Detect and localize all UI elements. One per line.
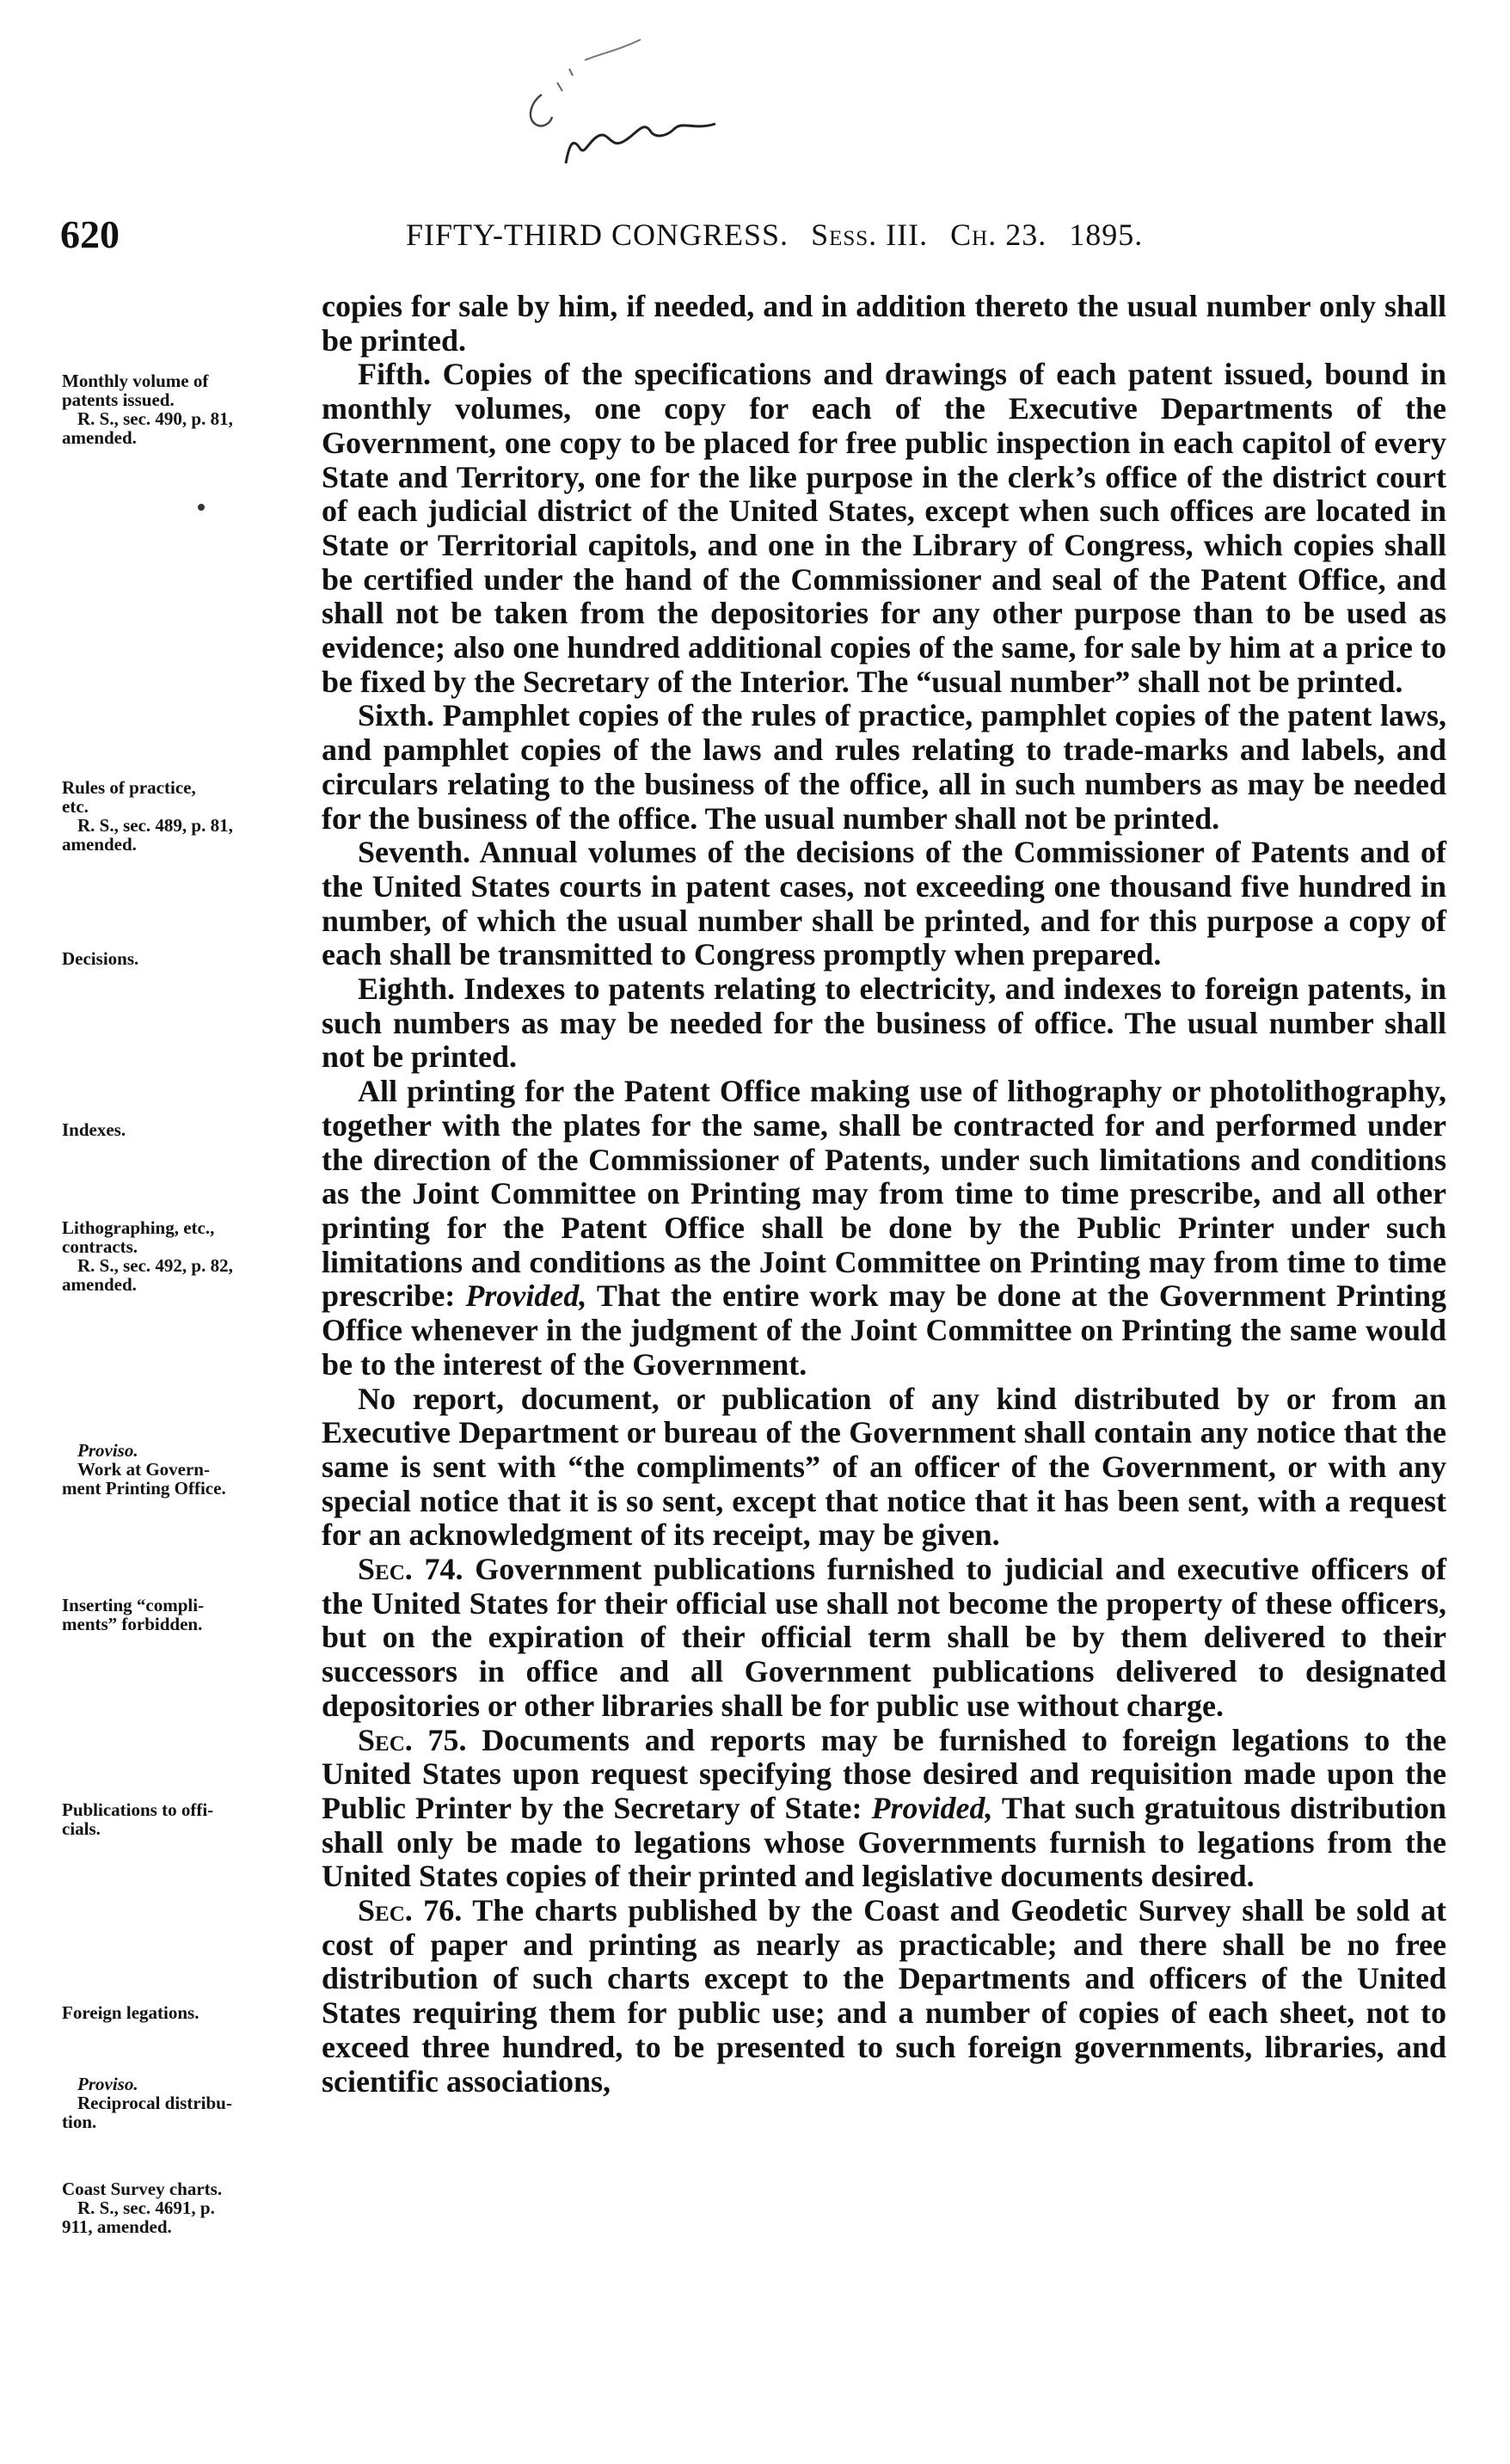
margin-note-lithographing: Lithographing, etc., contracts. R. S., sec. 492, p. 82, amended. — [62, 1217, 233, 1295]
paragraph-continuation: copies for sale by him, if needed, and in addition thereto the usual number only shall be printed. — [322, 289, 1446, 358]
chapter-label: Ch. 23. — [950, 218, 1047, 252]
page-number: 620 — [60, 212, 120, 256]
ink-dot — [198, 504, 205, 511]
margin-note-compliments-forbidden: Inserting “compli- ments” forbidden. — [62, 1595, 205, 1634]
paragraph-seventh: Seventh. Annual volumes of the decisions of the Commissioner of Patents and of the United States courts in patent cases, not exceeding one thousand five hundred in number, of which the usual number shall be printed, and for this purpose a copy of each shall be transmitted to Congress promptly when prepared. — [322, 835, 1446, 972]
congress-title: FIFTY-THIRD CONGRESS. — [406, 218, 789, 252]
paragraph-sec-74: Sec. 74. Government publications furnished to judicial and executive officers of the United States for their official use shall not become the property of these officers, but on the expiration of their official term shall be by them delivered to their successors in office and all Government publications delivered to designated depositories or other libraries shall be for public use without charge. — [322, 1552, 1446, 1723]
margin-note-monthly-volume: Monthly volume of patents issued. R. S., sec. 490, p. 81, amended. — [62, 371, 233, 448]
page-header — [60, 211, 1367, 263]
paragraph-fifth: Fifth. Copies of the specifications and drawings of each patent issued, bound in monthly volumes, one copy for each of the Executive Departments of the Government, one copy to be placed for free public inspection in each capitol of every State and Territory, one for the like purpose in the clerk’s office of the district court of each judicial district of the United States, except when such offices are located in State or Territorial capitols, and one in the Library of Congress, which copies shall be certified under the hand of the Commissioner and seal of the Patent Office, and shall not be taken from the depositories for any other purpose than to be used as evidence; also one hundred additional copies of the same, for sale by him at a price to be fixed by the Secretary of the Interior. The “usual number” shall not be printed. — [322, 357, 1446, 699]
margin-note-indexes: Indexes. — [62, 1119, 126, 1140]
margin-note-rules-of-practice: Rules of practice, etc. R. S., sec. 489, p. 81, amended. — [62, 777, 233, 855]
paragraph-compliments: No report, document, or publication of any kind distributed by or from an Executive Department or bureau of the Government shall contain any notice that the same is sent with “the compliments” of an officer of the Government, or with any special notice that it is so sent, except that notice that it has been sent, with a request for an acknowledgment of its receipt, may be given. — [322, 1381, 1446, 1553]
running-head — [406, 217, 1143, 253]
margin-note-foreign-legations: Foreign legations. — [62, 2002, 199, 2023]
paragraph-lithography: All printing for the Patent Office making use of lithography or photolithography, together with the plates for the same, shall be contracted for and performed under the direction of the Commissioner of Patents, under such limitations and conditions as the Joint Committee on Printing may from time to time prescribe, and all other printing for the Patent Office shall be done by the Public Printer under such limitations and conditions as the Joint Committee on Printing may from time to time prescribe: Provided, That the entire work may be done at the Government Printing Office whenever in the judgment of the Joint Committee on Printing the same would be to the interest of the Government. — [322, 1074, 1446, 1382]
paragraph-sec-76: Sec. 76. The charts published by the Coast and Geodetic Survey shall be sold at cost of paper and printing as nearly as practicable; and there shall be no free distribution of such charts except to the Departments and officers of the United States requiring them for public use; and a number of copies of each sheet, not to exceed three hundred, to be presented to such foreign governments, libraries, and scientific associations, — [322, 1893, 1446, 2099]
margin-note-publications-to-officials: Publications to offi- cials. — [62, 1799, 214, 1839]
margin-note-decisions: Decisions. — [62, 948, 139, 969]
paragraph-sixth: Sixth. Pamphlet copies of the rules of practice, pamphlet copies of the patent laws, and pamphlet copies of the laws and rules relating to trade-marks and labels, and circulars relating to the business of the office, all in such numbers as may be needed for the business of the office. The usual number shall not be printed. — [322, 698, 1446, 836]
paragraph-eighth: Eighth. Indexes to patents relating to electricity, and indexes to foreign patents, in such numbers as may be needed for the business of office. The usual number shall not be printed. — [322, 972, 1446, 1075]
year-label: 1895. — [1069, 218, 1144, 252]
margin-note-proviso-reciprocal: Proviso. Reciprocal distribu- tion. — [62, 2074, 232, 2132]
handwritten-annotation — [490, 34, 765, 189]
margin-note-proviso-printing-office: Proviso. Work at Govern- ment Printing Office. — [62, 1440, 226, 1499]
paragraph-sec-75: Sec. 75. Documents and reports may be furnished to foreign legations to the United States upon request specifying those desired and requisition made upon the Public Printer by the Secretary of State: Provided, That such gratuitous distribution shall only be made to legations whose Governments furnish to legations from the United States copies of their printed and legislative documents desired. — [322, 1722, 1446, 1894]
margin-note-coast-survey-charts: Coast Survey charts. R. S., sec. 4691, p. 911, amended. — [62, 2179, 223, 2237]
session-label: Sess. III. — [811, 218, 929, 252]
statute-body — [322, 290, 1446, 2099]
